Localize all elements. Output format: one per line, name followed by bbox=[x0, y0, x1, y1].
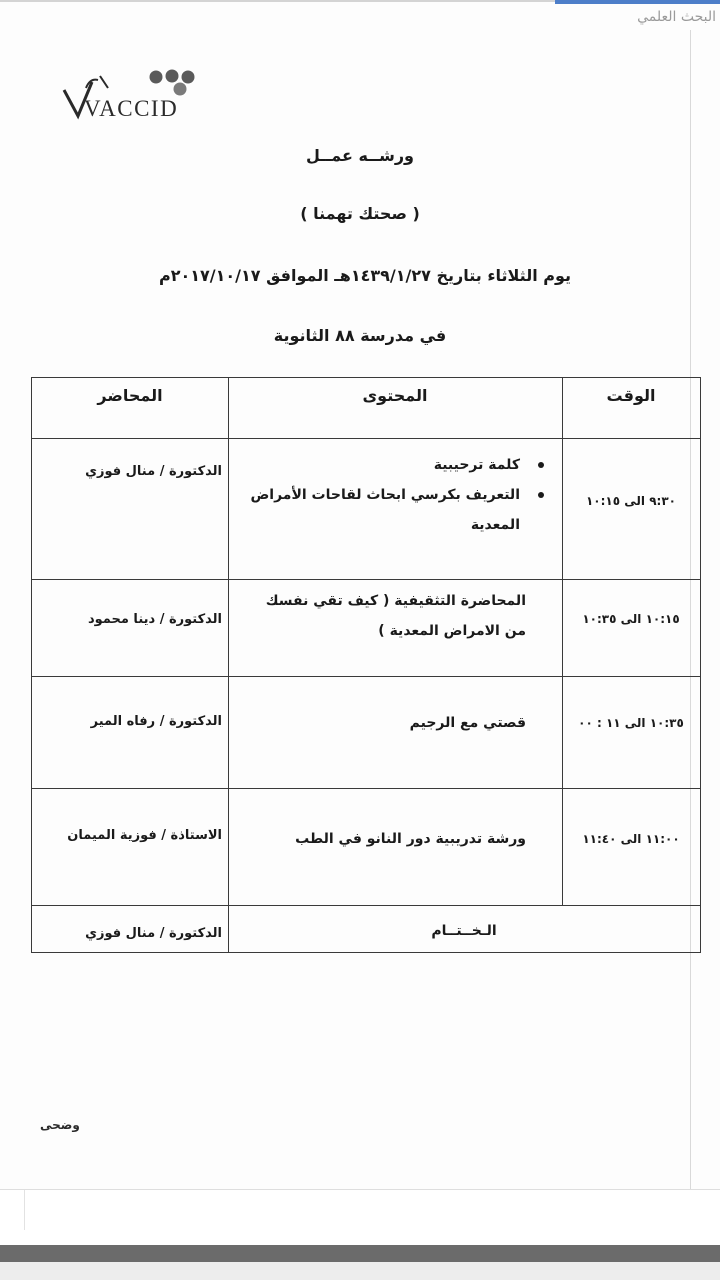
row-time: ١٠:١٥ الى ١٠:٣٥ bbox=[582, 612, 680, 626]
bottom-strip bbox=[0, 1262, 720, 1280]
page-shadow bbox=[24, 1190, 25, 1230]
row-content: المحاضرة التثقيفية ( كيف تقي نفسك من الامراض المعدية ) bbox=[265, 593, 526, 639]
row-content bbox=[228, 450, 562, 540]
header-time: الوقت bbox=[606, 386, 656, 405]
header-content: المحتوى bbox=[362, 386, 428, 405]
content-bullet: كلمة ترحيبية bbox=[228, 450, 520, 480]
bullet-icon bbox=[538, 492, 544, 498]
row-speaker: الدكتورة / منال فوزي bbox=[85, 926, 222, 941]
page-bottom-edge bbox=[0, 1189, 720, 1190]
header-speaker: المحاضر bbox=[97, 386, 163, 405]
row-speaker: الدكتورة / رفاه المير bbox=[90, 714, 222, 729]
row-divider bbox=[32, 438, 700, 439]
row-divider bbox=[32, 905, 700, 906]
row-time: ١٠:٣٥ الى ١١ : ٠٠ bbox=[578, 716, 684, 730]
logo-wordmark: VACCID bbox=[84, 96, 179, 121]
row-content: قصتي مع الرجيم bbox=[409, 715, 526, 731]
content-bullet: التعريف بكرسي ابحاث لقاحات الأمراض المعدية bbox=[228, 480, 520, 540]
vaccid-logo bbox=[62, 68, 227, 124]
top-divider bbox=[0, 0, 555, 2]
workshop-date: يوم الثلاثاء بتاريخ ١٤٣٩/١/٢٧هـ الموافق ٢٠١٧/١٠/١٧م bbox=[158, 266, 572, 285]
row-divider bbox=[32, 676, 700, 677]
column-divider bbox=[562, 378, 563, 905]
row-speaker: الاستاذة / فوزية الميمان bbox=[67, 828, 222, 843]
workshop-venue: في مدرسة ٨٨ الثانوية bbox=[273, 326, 447, 345]
bottom-bar bbox=[0, 1245, 720, 1262]
row-divider bbox=[32, 788, 700, 789]
bullet-icon bbox=[538, 462, 544, 468]
row-time: ١١:٠٠ الى ١١:٤٠ bbox=[582, 832, 680, 846]
row-time: ٩:٣٠ الى ١٠:١٥ bbox=[585, 494, 676, 508]
row-content: الـخــتــام bbox=[431, 923, 497, 939]
workshop-title: ورشــه عمــل bbox=[306, 146, 414, 165]
workshop-subtitle: ( صحتك تهمنا ) bbox=[300, 204, 420, 223]
row-divider bbox=[32, 579, 700, 580]
scroll-indicator bbox=[555, 0, 720, 4]
row-speaker: الدكتورة / دينا محمود bbox=[87, 612, 222, 627]
schedule-table bbox=[31, 377, 701, 953]
header-tag: البحث العلمي bbox=[637, 9, 716, 25]
signature: وضحى bbox=[40, 1118, 80, 1132]
row-speaker: الدكتورة / منال فوزي bbox=[85, 464, 222, 479]
row-content: ورشة تدريبية دور النانو في الطب bbox=[295, 831, 526, 847]
